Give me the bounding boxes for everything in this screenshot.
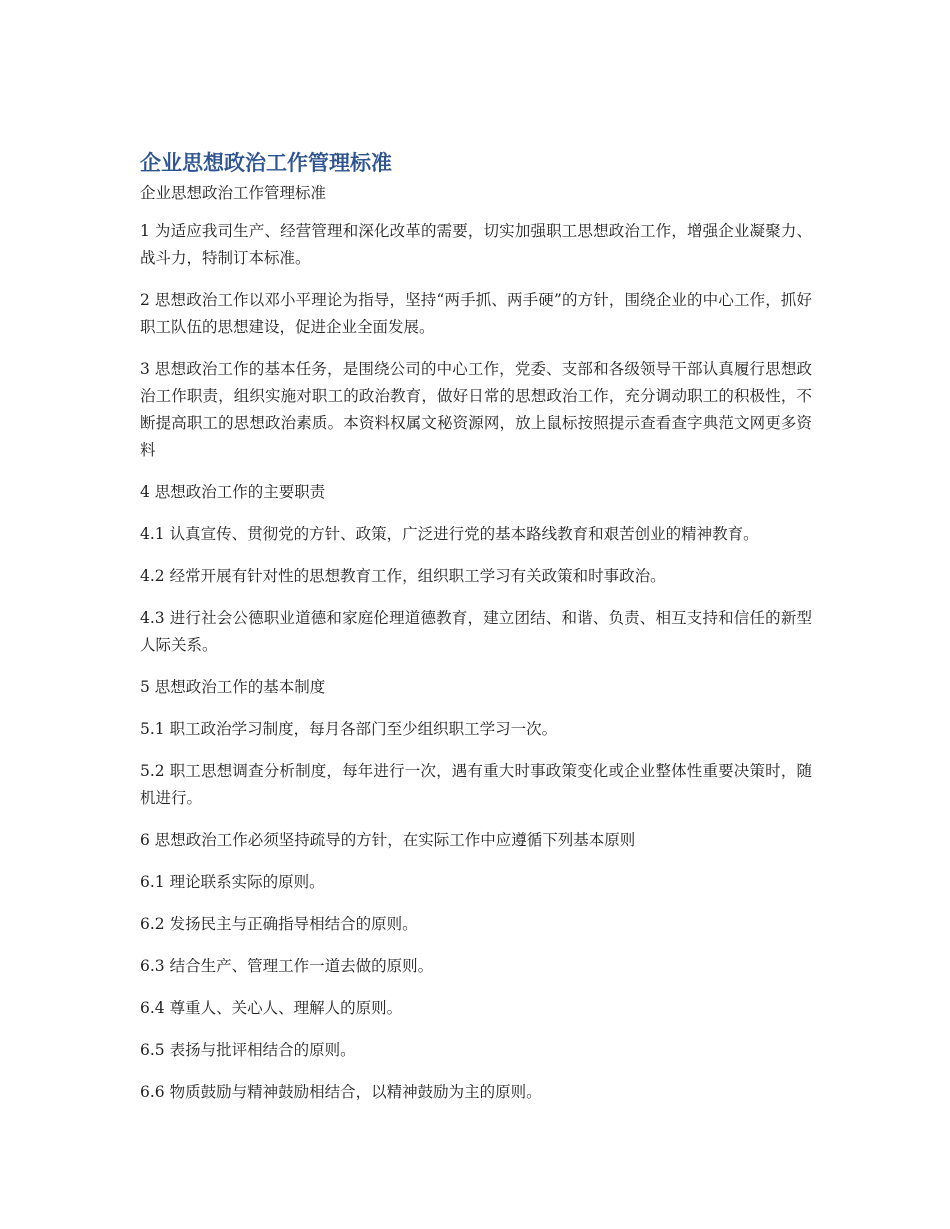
paragraph-6-2: 6.2 发扬民主与正确指导相结合的原则。: [140, 915, 418, 933]
paragraph-4-3: 4.3 进行社会公德职业道德和家庭伦理道德教育，建立团结、和谐、负责、相互支持和信任的新型人际关系。: [140, 609, 812, 654]
document-subtitle: 企业思想政治工作管理标准: [140, 184, 327, 202]
document-title: 企业思想政治工作管理标准: [140, 151, 392, 175]
paragraph-5-2: 5.2 职工思想调查分析制度，每年进行一次，遇有重大时事政策变化或企业整体性重要决策时，随机进行。: [140, 762, 812, 807]
section-heading-6: 6 思想政治工作必须坚持疏导的方针，在实际工作中应遵循下列基本原则: [140, 831, 636, 849]
paragraph-4-1: 4.1 认真宣传、贯彻党的方针、政策，广泛进行党的基本路线教育和艰苦创业的精神教育。: [140, 525, 759, 543]
section-heading-4: 4 思想政治工作的主要职责: [140, 483, 326, 501]
paragraph-6-3: 6.3 结合生产、管理工作一道去做的原则。: [140, 957, 434, 975]
paragraph-1: 1 为适应我司生产、经营管理和深化改革的需要，切实加强职工思想政治工作，增强企业凝聚力、战斗力，特制订本标准。: [140, 222, 812, 267]
paragraph-4-2: 4.2 经常开展有针对性的思想教育工作，组织职工学习有关政策和时事政治。: [140, 567, 666, 585]
paragraph-6-4: 6.4 尊重人、关心人、理解人的原则。: [140, 999, 403, 1017]
section-heading-5: 5 思想政治工作的基本制度: [140, 678, 326, 696]
paragraph-6-5: 6.5 表扬与批评相结合的原则。: [140, 1041, 356, 1059]
paragraph-6-6: 6.6 物质鼓励与精神鼓励相结合，以精神鼓励为主的原则。: [140, 1083, 542, 1101]
paragraph-2: 2 思想政治工作以邓小平理论为指导，坚持“两手抓、两手硬”的方针，围绕企业的中心工作，抓好职工队伍的思想建设，促进企业全面发展。: [140, 291, 812, 336]
paragraph-5-1: 5.1 职工政治学习制度，每月各部门至少组织职工学习一次。: [140, 720, 558, 738]
paragraph-6-1: 6.1 理论联系实际的原则。: [140, 873, 325, 891]
paragraph-3: 3 思想政治工作的基本任务，是围绕公司的中心工作，党委、支部和各级领导干部认真履行思想政治工作职责，组织实施对职工的政治教育，做好日常的思想政治工作，充分调动职工的积极性，不断提高职工的思想政治素质。本资料权属文秘资源网，放上鼠标按照提示查看查字典范文网更多资料: [140, 360, 812, 459]
document-body: [140, 146, 812, 1121]
